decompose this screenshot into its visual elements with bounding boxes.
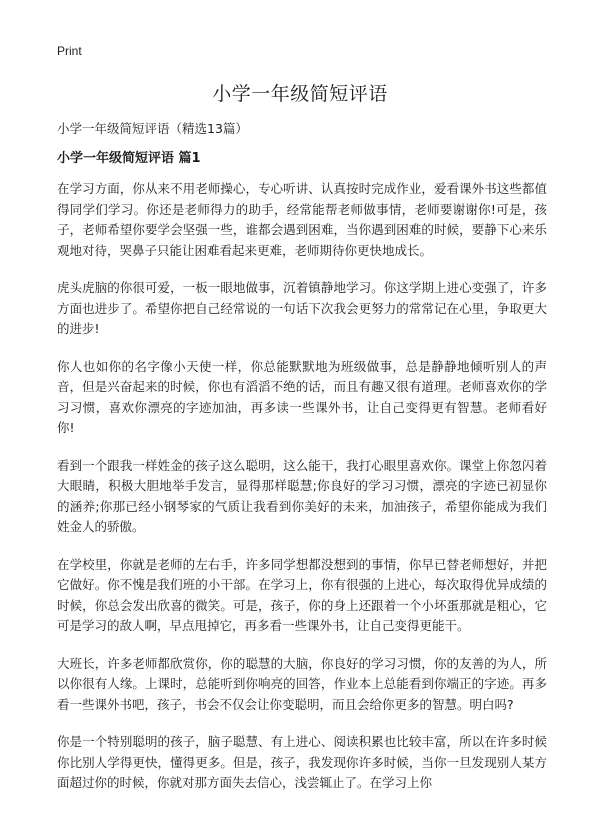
document-body bbox=[57, 120, 547, 811]
print-link[interactable]: Print bbox=[57, 44, 82, 58]
paragraph: 你是一个特别聪明的孩子，脑子聪慧、有上进心、阅读积累也比较丰富，所以在许多时候你比别人学得更快，懂得更多。但是，孩子，我发现你许多时候，当你一旦发现别人某方面超过你的时候，你就对那方面失去信心，浅尝辄止了。在学习上你 bbox=[57, 734, 547, 790]
paragraph: 在学校里，你就是老师的左右手，许多同学想都没想到的事情，你早已替老师想好，并把它做好。你不愧是我们班的小干部。在学习上，你有很强的上进心，每次取得优异成绩的时候，你总会发出欣喜的微笑。可是，孩子，你的身上还跟着一个小坏蛋那就是粗心，它可是学习的敌人啊，早点甩掉它，再多看一些课外书，让自己变得更能干。 bbox=[57, 556, 547, 633]
document-title: 小学一年级简短评语 bbox=[212, 83, 388, 105]
paragraph: 在学习方面，你从来不用老师操心，专心听讲、认真按时完成作业，爱看课外书这些都值得同学们学习。你还是老师得力的助手，经常能帮老师做事情，老师要谢谢你!可是，孩子，老师希望你要学会坚强一些，谁都会遇到困难，当你遇到困难的时候，要静下心来乐观地对待，哭鼻子只能让困难看起来更难，老师期待你更快地成长。 bbox=[57, 181, 547, 258]
document-subtitle: 小学一年级简短评语（精选13篇） bbox=[57, 121, 248, 136]
paragraph: 大班长，许多老师都欣赏你，你的聪慧的大脑，你良好的学习习惯，你的友善的为人，所以你很有人缘。上课时，总能听到你响亮的回答，作业本上总能看到你端正的字迹。再多看一些课外书吧，孩子，书会不仅会让你变聪明，而且会给你更多的智慧。明白吗? bbox=[57, 655, 547, 712]
section-heading: 小学一年级简短评语 篇1 bbox=[57, 151, 201, 166]
paragraph: 虎头虎脑的你很可爱，一板一眼地做事，沉着镇静地学习。你这学期上进心变强了，许多方面也进步了。希望你把自己经常说的一句话下次我会更努力的常常记在心里，争取更大的进步! bbox=[57, 280, 547, 336]
paragraph: 你人也如你的名字像小天使一样，你总能默默地为班级做事，总是静静地倾听别人的声音，但是兴奋起来的时候，你也有滔滔不绝的话，而且有趣又很有道理。老师喜欢你的学习习惯，喜欢你漂亮的字迹加油，再多读一些课外书，让自己变得更有智慧。老师看好你! bbox=[57, 358, 547, 435]
paragraph: 看到一个跟我一样姓金的孩子这么聪明，这么能干，我打心眼里喜欢你。课堂上你忽闪着大眼睛，积极大胆地举手发言，显得那样聪慧;你良好的学习习惯，漂亮的字迹已初显你的涵养;你那已经小钢琴家的气质让我看到你美好的未来，加油孩子，希望你能成为我们姓金人的骄傲。 bbox=[57, 457, 547, 534]
